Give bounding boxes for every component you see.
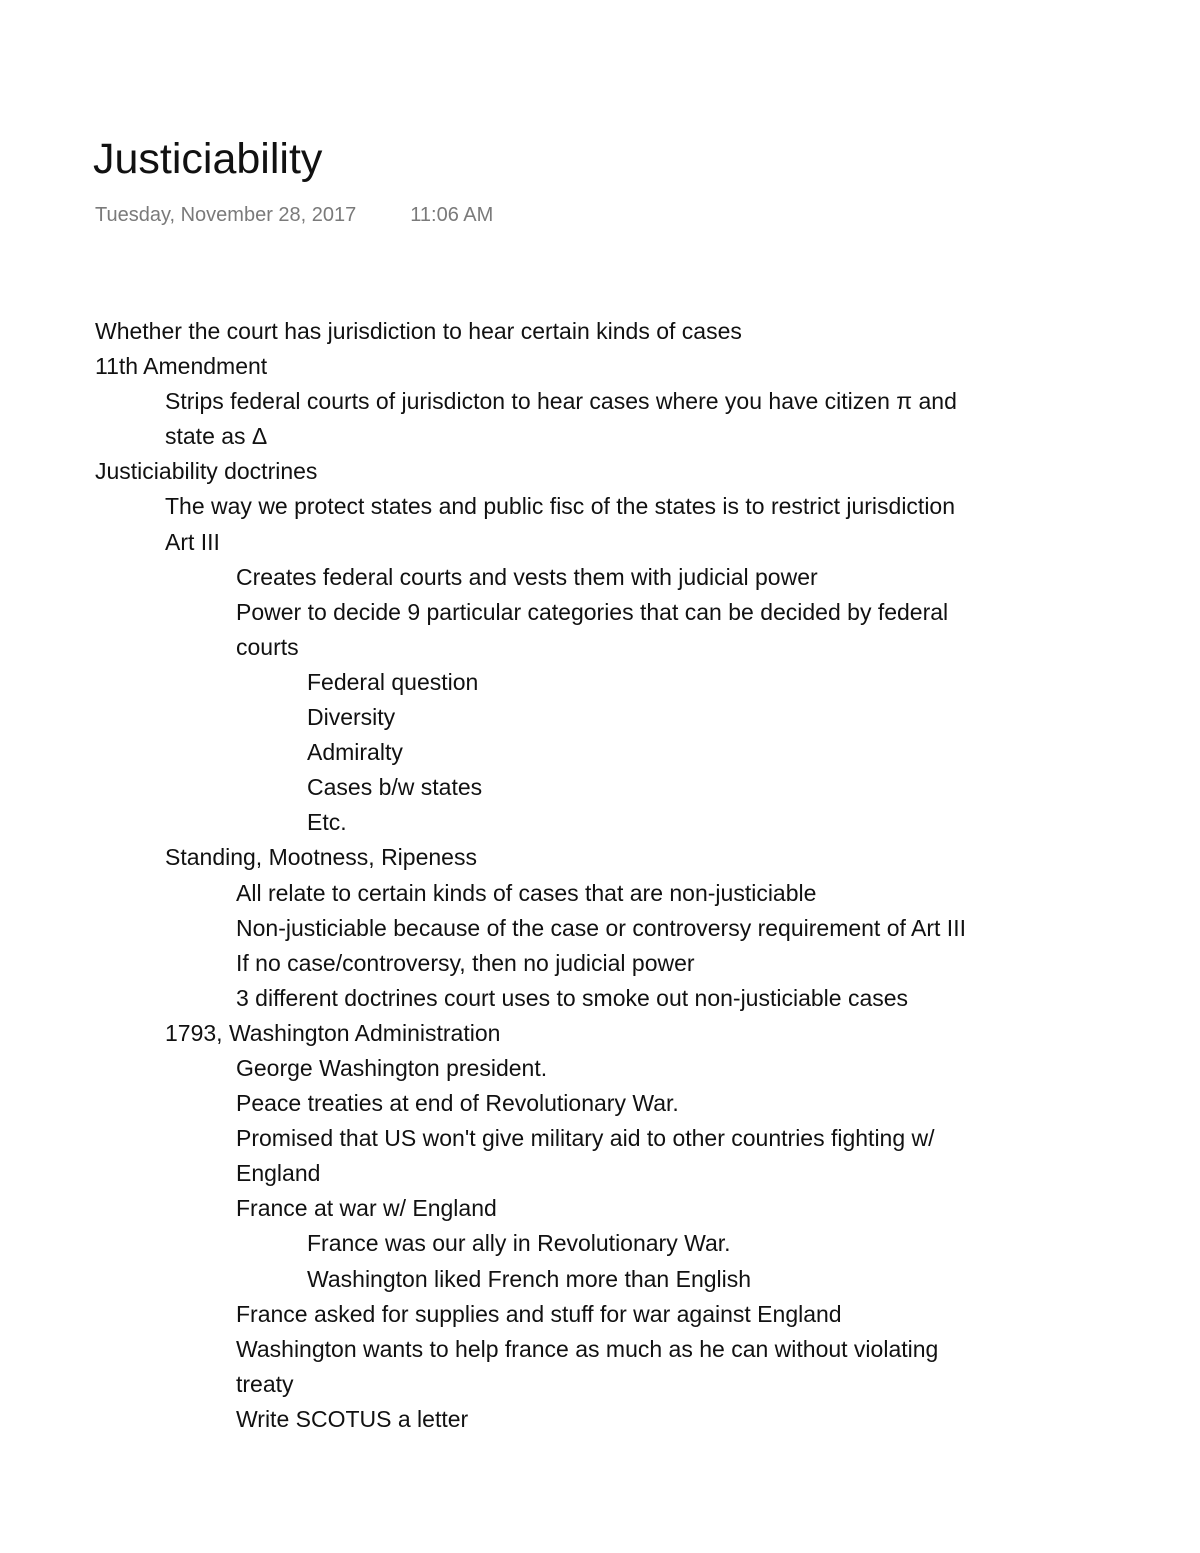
note-line: If no case/controversy, then no judicial power: [236, 949, 695, 976]
note-line: Diversity: [307, 704, 396, 731]
note-line: The way we protect states and public fisc of the states is to restrict jurisdiction: [165, 493, 956, 520]
note-line: Cases b/w states: [307, 774, 483, 801]
note-line: All relate to certain kinds of cases that are non-justiciable: [236, 879, 817, 906]
note-line: Etc.: [307, 809, 347, 836]
note-line: Whether the court has jurisdiction to hear certain kinds of cases: [95, 318, 742, 344]
page-title: Justiciability: [93, 135, 323, 183]
note-line: France was our ally in Revolutionary War.: [307, 1230, 731, 1257]
note-line: Art III: [165, 528, 220, 555]
page-timestamp: [95, 201, 493, 229]
note-line: France asked for supplies and stuff for war against England: [236, 1300, 842, 1327]
note-line: Write SCOTUS a letter: [236, 1405, 469, 1432]
note-line: Power to decide 9 particular categories that can be decided by federal: [236, 598, 949, 625]
note-line: 11th Amendment: [95, 353, 268, 380]
note-line: treaty: [236, 1370, 294, 1397]
note-line: George Washington president.: [236, 1054, 548, 1081]
note-line: courts: [236, 633, 299, 660]
note-line: Federal question: [307, 668, 479, 695]
note-line: France at war w/ England: [236, 1195, 497, 1222]
note-line: Non-justiciable because of the case or controversy requirement of Art III: [236, 914, 966, 941]
notes-outline: [95, 314, 1095, 1437]
note-line: Strips federal courts of jurisdicton to hear cases where you have citizen π and: [165, 388, 957, 415]
note-line: Washington liked French more than English: [307, 1265, 752, 1292]
note-line: Peace treaties at end of Revolutionary War.: [236, 1090, 679, 1117]
note-line: 3 different doctrines court uses to smoke out non-justiciable cases: [236, 984, 909, 1011]
page-date: Tuesday, November 28, 2017: [95, 204, 357, 226]
note-line: Promised that US won't give military aid to other countries fighting w/: [236, 1125, 935, 1152]
note-line: England: [236, 1160, 321, 1187]
note-line: Justiciability doctrines: [95, 458, 318, 485]
note-line: Standing, Mootness, Ripeness: [165, 844, 477, 871]
page-time: 11:06 AM: [410, 204, 494, 226]
note-line: 1793, Washington Administration: [165, 1019, 501, 1046]
note-line: Admiralty: [307, 739, 403, 766]
note-line: Washington wants to help france as much as he can without violating: [236, 1335, 939, 1362]
note-line: state as Δ: [165, 423, 268, 450]
note-line: Creates federal courts and vests them with judicial power: [236, 563, 818, 590]
